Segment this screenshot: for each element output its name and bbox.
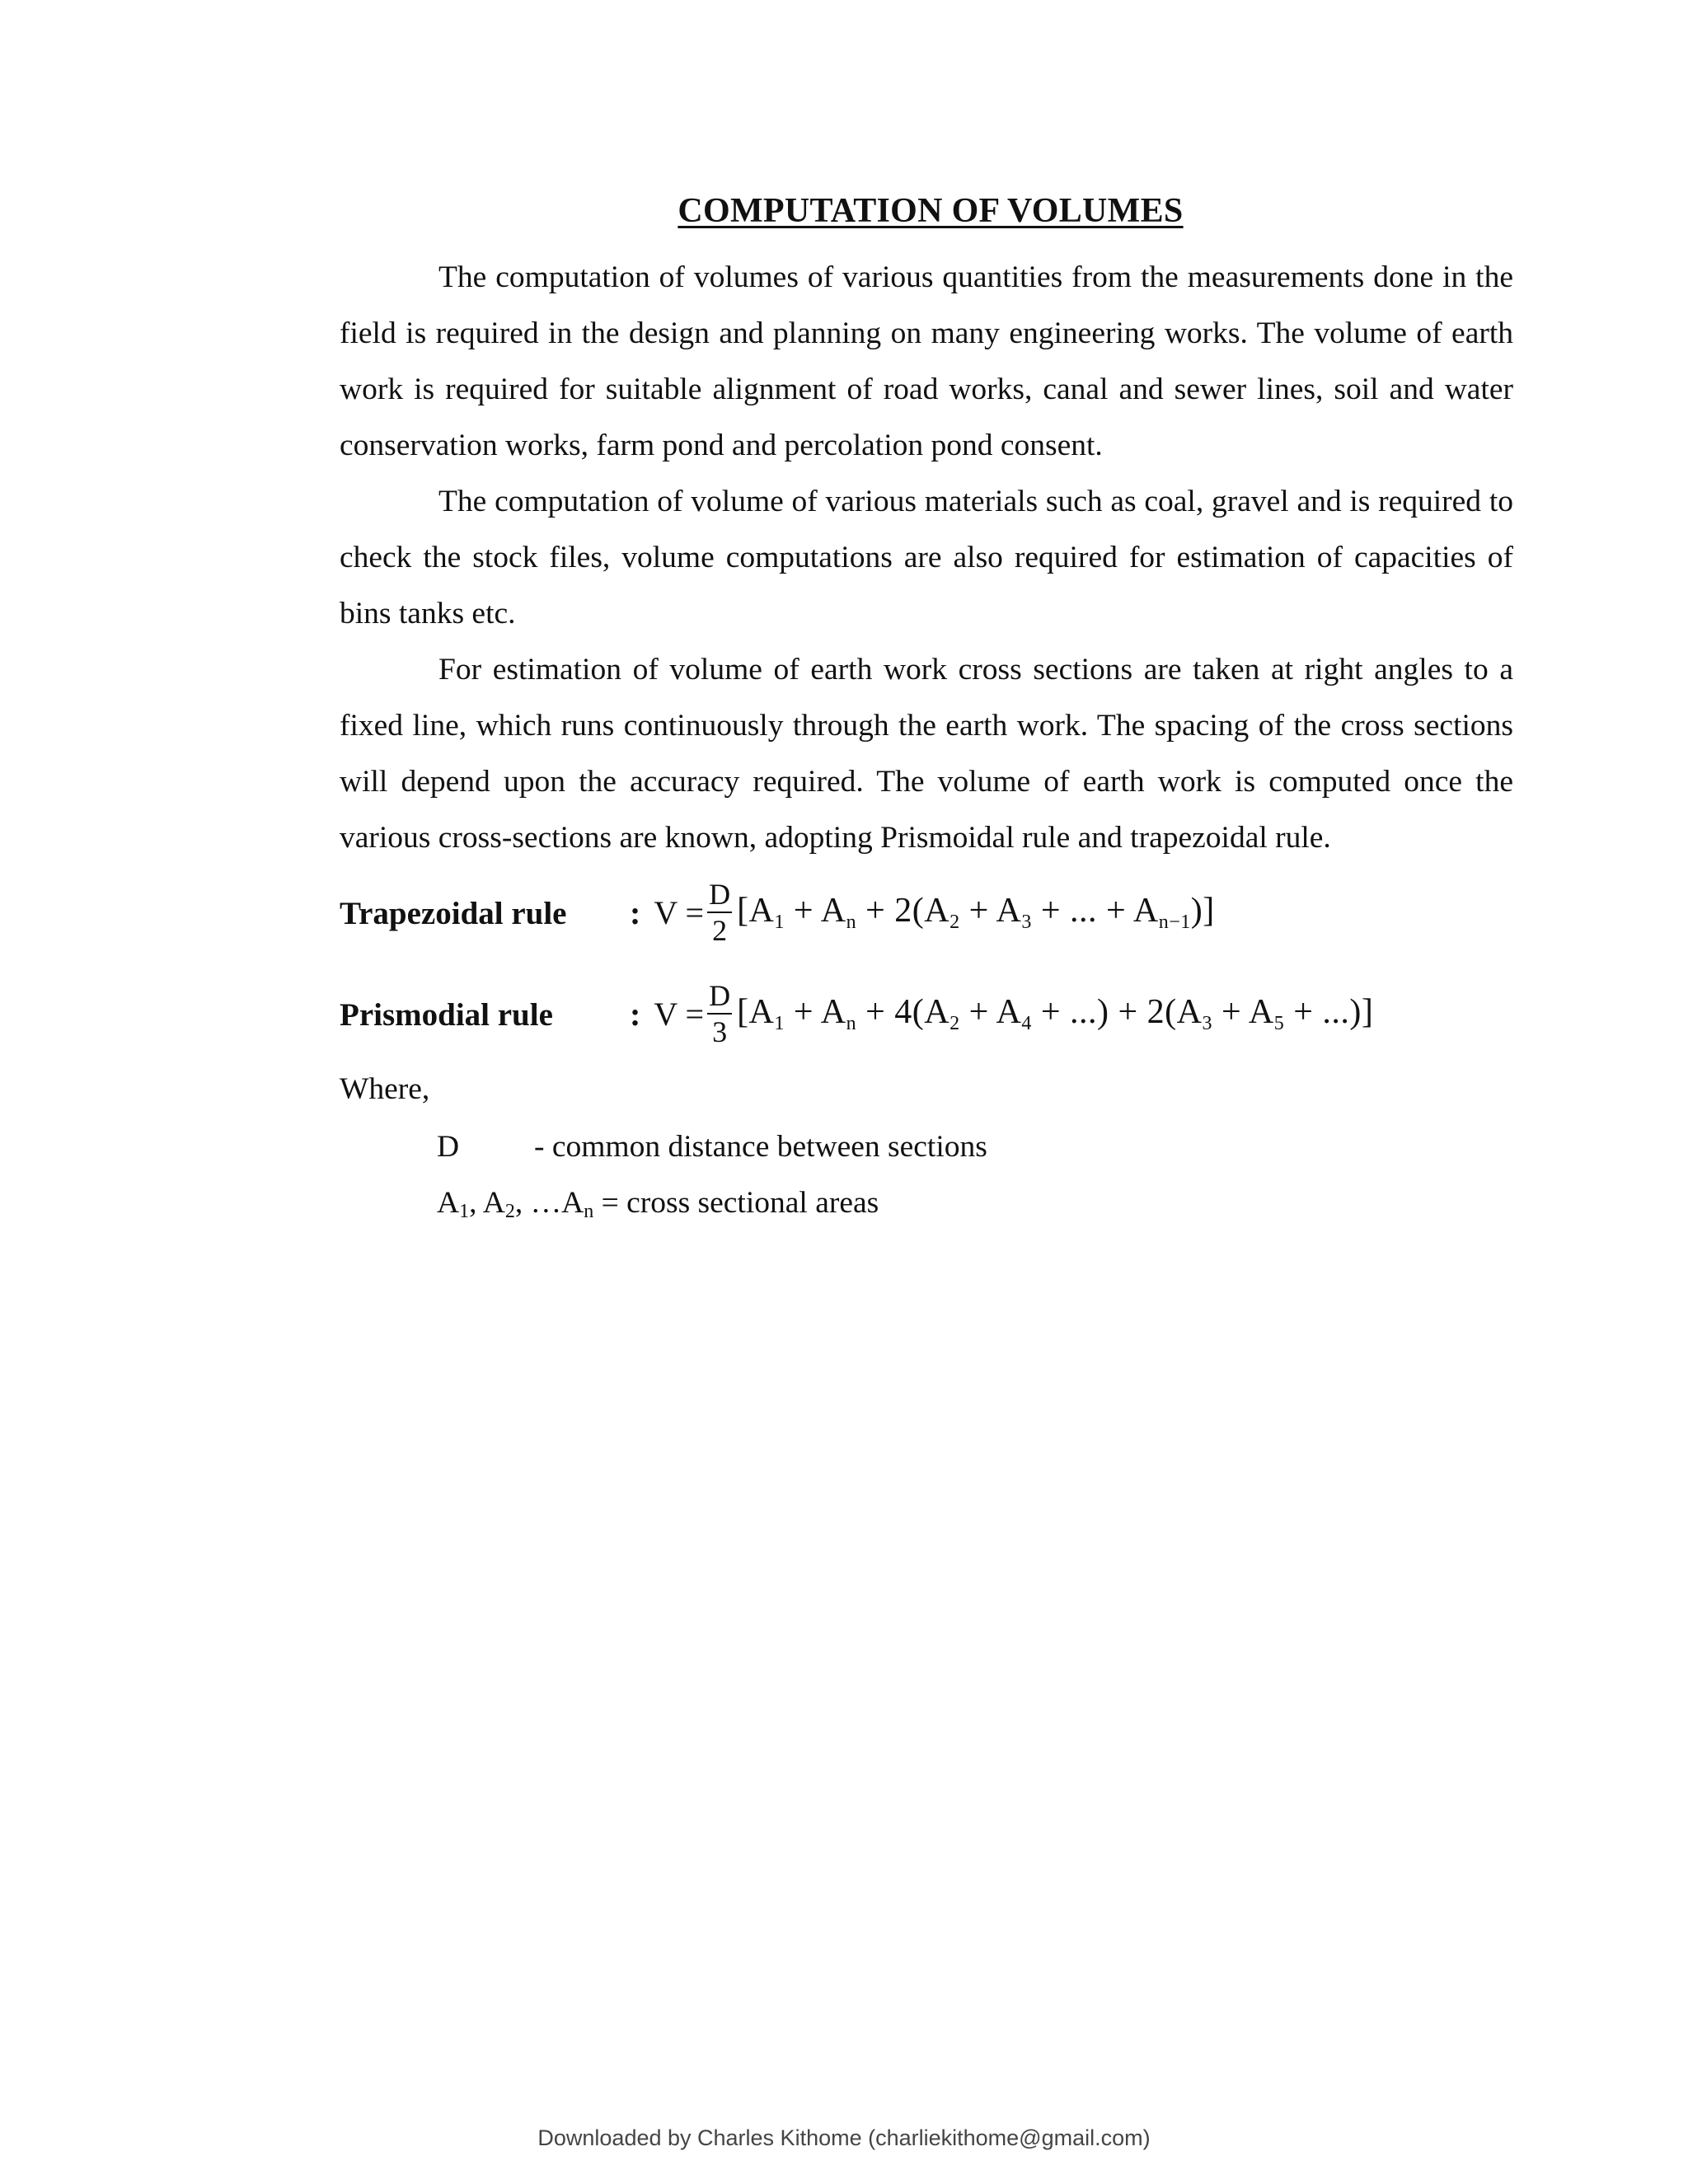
formula-expression: [$A_1 + A_n + 4(A_2 + A_4$ + ...) + $2(A_3 + A_5$ + ...)] xyxy=(737,993,1374,1034)
paragraph: For estimation of volume of earth work cross sections are taken at right angles to a fixed line, which runs continuously through the earth work. The spacing of the cross sections will depend upon the accuracy required. The volume of earth work is computed once the various cross-sections are known, adopting Prismoidal rule and trapezoidal rule. xyxy=(340,653,1513,855)
prismodial-rule-row xyxy=(340,968,1576,1059)
fraction-denominator: 3 xyxy=(712,1015,728,1048)
definition-text: - common distance between sections xyxy=(534,1130,987,1164)
definition-symbol: D xyxy=(437,1130,460,1164)
download-footer: Downloaded by Charles Kithome (charliekithome@gmail.com) xyxy=(537,2125,1151,2150)
definition-symbol: $A_1$, $A_2$, $\dots A_n$ xyxy=(437,1186,594,1222)
trapezoidal-rule-row xyxy=(340,867,1576,958)
definition-areas xyxy=(437,1185,879,1223)
paragraph: The computation of volumes of various quantities from the measurements done in the field is required in the design and planning on many engineering works. The volume of earth work is required for suitable alignment of road works, canal and sewer lines, soil and water conservation works, farm pond and percolation pond consent. xyxy=(340,260,1513,462)
fraction-numerator: D xyxy=(707,877,732,913)
formula-fraction xyxy=(707,978,732,1049)
fraction-denominator: 2 xyxy=(712,914,728,947)
formula-lhs: V = xyxy=(654,995,705,1033)
formula-colon: : xyxy=(630,893,641,931)
formula-lhs: V = xyxy=(654,893,705,931)
formula-fraction xyxy=(707,877,732,948)
where-label: Where, xyxy=(340,1072,430,1106)
trapezoidal-formula xyxy=(630,867,1215,958)
prismodial-formula xyxy=(630,968,1373,1059)
formula-expression: [$A_1 + A_n + 2(A_2 + A_3$ + ... + $A_{n-1}$)] xyxy=(737,892,1215,933)
definition-text: = cross sectional areas xyxy=(601,1186,879,1220)
formula-colon: : xyxy=(630,995,641,1033)
trapezoidal-rule-label: Trapezoidal rule xyxy=(340,896,567,931)
paragraph: The computation of volume of various materials such as coal, gravel and is required to check the stock files, volume computations are also required for estimation of capacities of bins tanks etc. xyxy=(340,485,1513,630)
body-text xyxy=(340,250,1513,866)
fraction-numerator: D xyxy=(707,978,732,1015)
prismodial-rule-label: Prismodial rule xyxy=(340,997,553,1033)
definition-d xyxy=(437,1129,987,1165)
page-title: COMPUTATION OF VOLUMES xyxy=(678,192,1184,230)
